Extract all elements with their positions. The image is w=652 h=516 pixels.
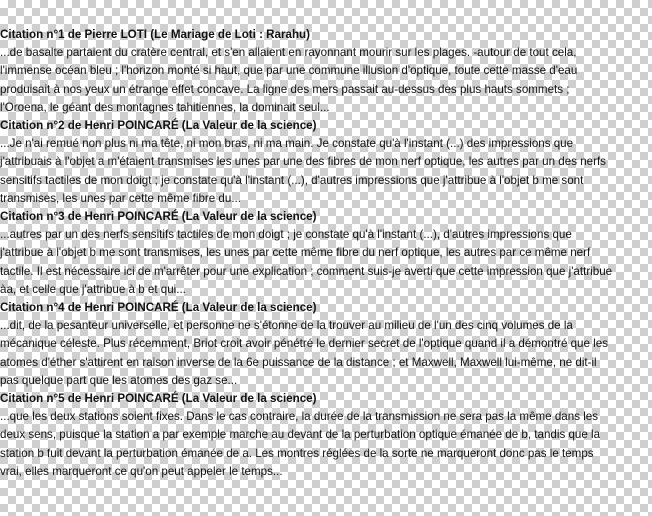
citation-1 [0,26,648,117]
citation-4 [0,299,648,390]
citation-text: ...que les deux stations soient fixes. Dans le cas contraire, la durée de la transmission ne sera pas la même dans les deux sens, puisque la station a par exemple marche au devant de la perturbation optique émanée de b, tandis que la station b fuit devant la perturbation émanée de a. Les montres réglées de la sorte ne marqueront donc pas le temps vrai, elles marqueront ce qu'on peut appeler le temps... [0,410,601,478]
citation-text: ...de basalte partaient du cratère central, et s'en allaient en rayonnant mourir sur les plages. -autour de tout cela, l'immense océan bleu ; l'horizon monté si haut, que par une commune illusion d'optique, toute cette masse d'eau produisait à nos yeux un étrange effet concave. La ligne des mers passait au-dessus des plus hauts sommets ; l'Oroena, le géant des montagnes tahitiennes, la dominait seul... [0,46,578,114]
citation-heading: Citation n°1 de Pierre LOTI (Le Mariage de Loti : Rarahu) [0,28,310,41]
citation-5 [0,390,648,481]
citations-document [0,26,648,481]
citation-text: ...autres par un des nerfs sensitifs tactiles de mon doigt ; je constate qu'à l'instant (...), d'autres impressions que j'attribue à l'objet b me sont transmises, les unes par cette même fibre du nerf optique, les autres par ce même nerf tactile. Il est nécessaire ici de m'arrêter pour une explication ; comment suis-je averti que cette impression que j'attribue àa, et celle que j'attribue à b et qui... [0,228,613,296]
citation-text: ...Je n'ai remué non plus ni ma tête, ni mon bras, ni ma main. Je constate qu'à l'instant (...) des impressions que j'attribuais à l'objet a m'étaient transmises les unes par une des fibres de mon nerf optique, les autres par un des nerfs sensitifs tactiles de mon doigt ; je constate qu'à l'instant (...), d'autres impressions que j'attribue à l'objet b me sont transmises, les unes par cette même fibre du... [0,137,606,205]
citation-heading: Citation n°3 de Henri POINCARÉ (La Valeur de la science) [0,210,317,224]
citation-text: ...dit, de la pesanteur universelle, et personne ne s'étonne de la trouver au milieu de l'un des cinq volumes de la mécanique céleste. Plus récemment, Briot croit avoir pénétré le dernier secret de l'optique quand il a démontré que les atomes d'éther s'attirent en raison inverse de la 6e puissance de la distance ; et Maxwell, Maxwell lui-même, ne dit-il pas quelque part que les atomes des gaz se... [0,319,608,387]
citation-heading: Citation n°2 de Henri POINCARÉ (La Valeur de la science) [0,119,317,133]
citation-2 [0,117,648,208]
citation-heading: Citation n°4 de Henri POINCARÉ (La Valeur de la science) [0,301,317,315]
citation-heading: Citation n°5 de Henri POINCARÉ (La Valeur de la science) [0,392,317,406]
citation-3 [0,208,648,299]
